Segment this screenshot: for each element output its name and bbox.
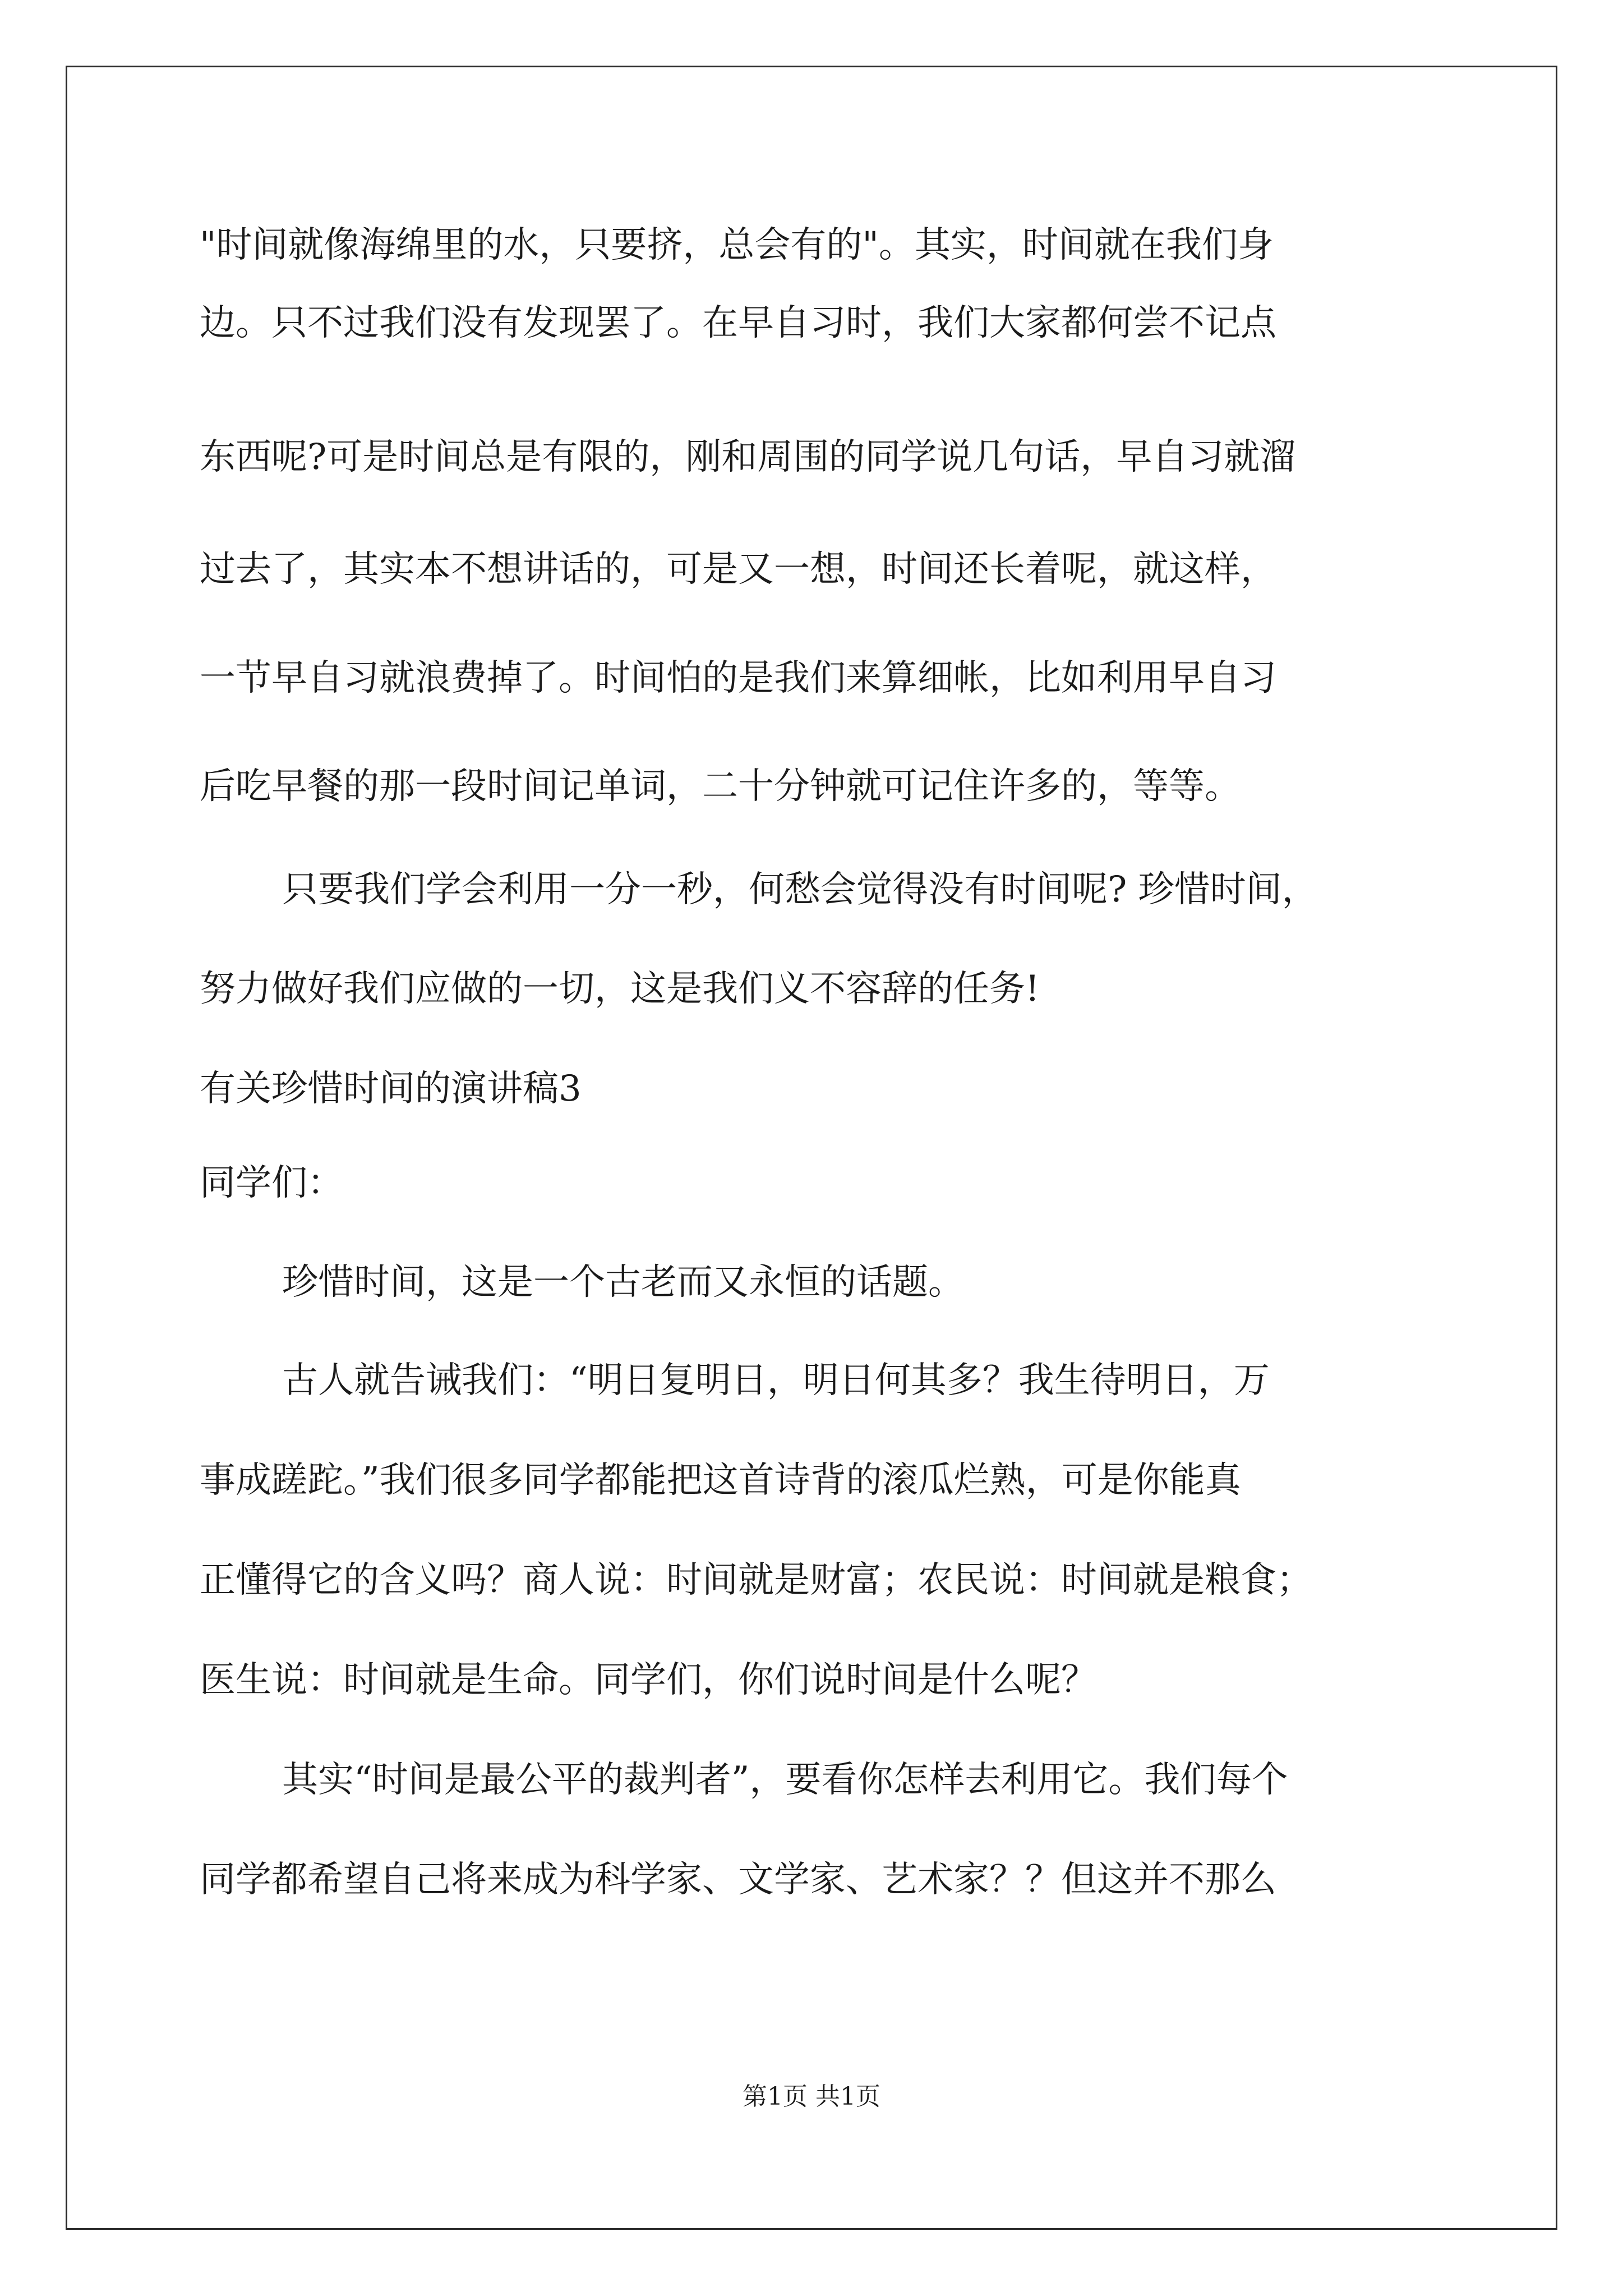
- paragraph-line-17: 同学都希望自己将来成为科学家、文学家、艺术家？？但这并不那么: [200, 1859, 1276, 1901]
- paragraph-line-5: 一节早自习就浪费掉了。时间怕的是我们来算细帐，比如利用早自习: [200, 657, 1276, 699]
- page-footer: 第1页 共1页: [743, 2082, 880, 2111]
- paragraph-line-1: "时间就像海绵里的水，只要挤，总会有的"。其实，时间就在我们身: [200, 224, 1274, 266]
- paragraph-line-11: 珍惜时间，这是一个古老而又永恒的话题。: [282, 1262, 964, 1303]
- paragraph-line-3: 东西呢?可是时间总是有限的，刚和周围的同学说几句话，早自习就溜: [200, 436, 1296, 478]
- section-heading: 有关珍惜时间的演讲稿3: [200, 1068, 582, 1110]
- paragraph-line-8: 努力做好我们应做的一切，这是我们义不容辞的任务!: [200, 968, 1040, 1010]
- paragraph-line-16: 其实“时间是最公平的裁判者”，要看你怎样去利用它。我们每个: [282, 1759, 1288, 1801]
- paragraph-line-7: 只要我们学会利用一分一秒，何愁会觉得没有时间呢? 珍惜时间，: [282, 869, 1318, 910]
- paragraph-line-6: 后吃早餐的那一段时间记单词，二十分钟就可记住许多的，等等。: [200, 766, 1241, 807]
- paragraph-line-4: 过去了，其实本不想讲话的，可是又一想，时间还长着呢，就这样，: [200, 549, 1276, 590]
- salutation: 同学们：: [200, 1162, 343, 1204]
- paragraph-line-14: 正懂得它的含义吗？商人说：时间就是财富；农民说：时间就是粮食；: [200, 1559, 1312, 1601]
- paragraph-line-13: 事成蹉跎。”我们很多同学都能把这首诗背的滚瓜烂熟，可是你能真: [200, 1460, 1241, 1501]
- paragraph-line-12: 古人就告诫我们：“明日复明日，明日何其多？我生待明日，万: [282, 1360, 1270, 1401]
- paragraph-line-2: 边。只不过我们没有发现罢了。在早自习时，我们大家都何尝不记点: [200, 302, 1276, 344]
- paragraph-line-15: 医生说：时间就是生命。同学们，你们说时间是什么呢？: [200, 1659, 1097, 1701]
- page-border: [66, 66, 1557, 2230]
